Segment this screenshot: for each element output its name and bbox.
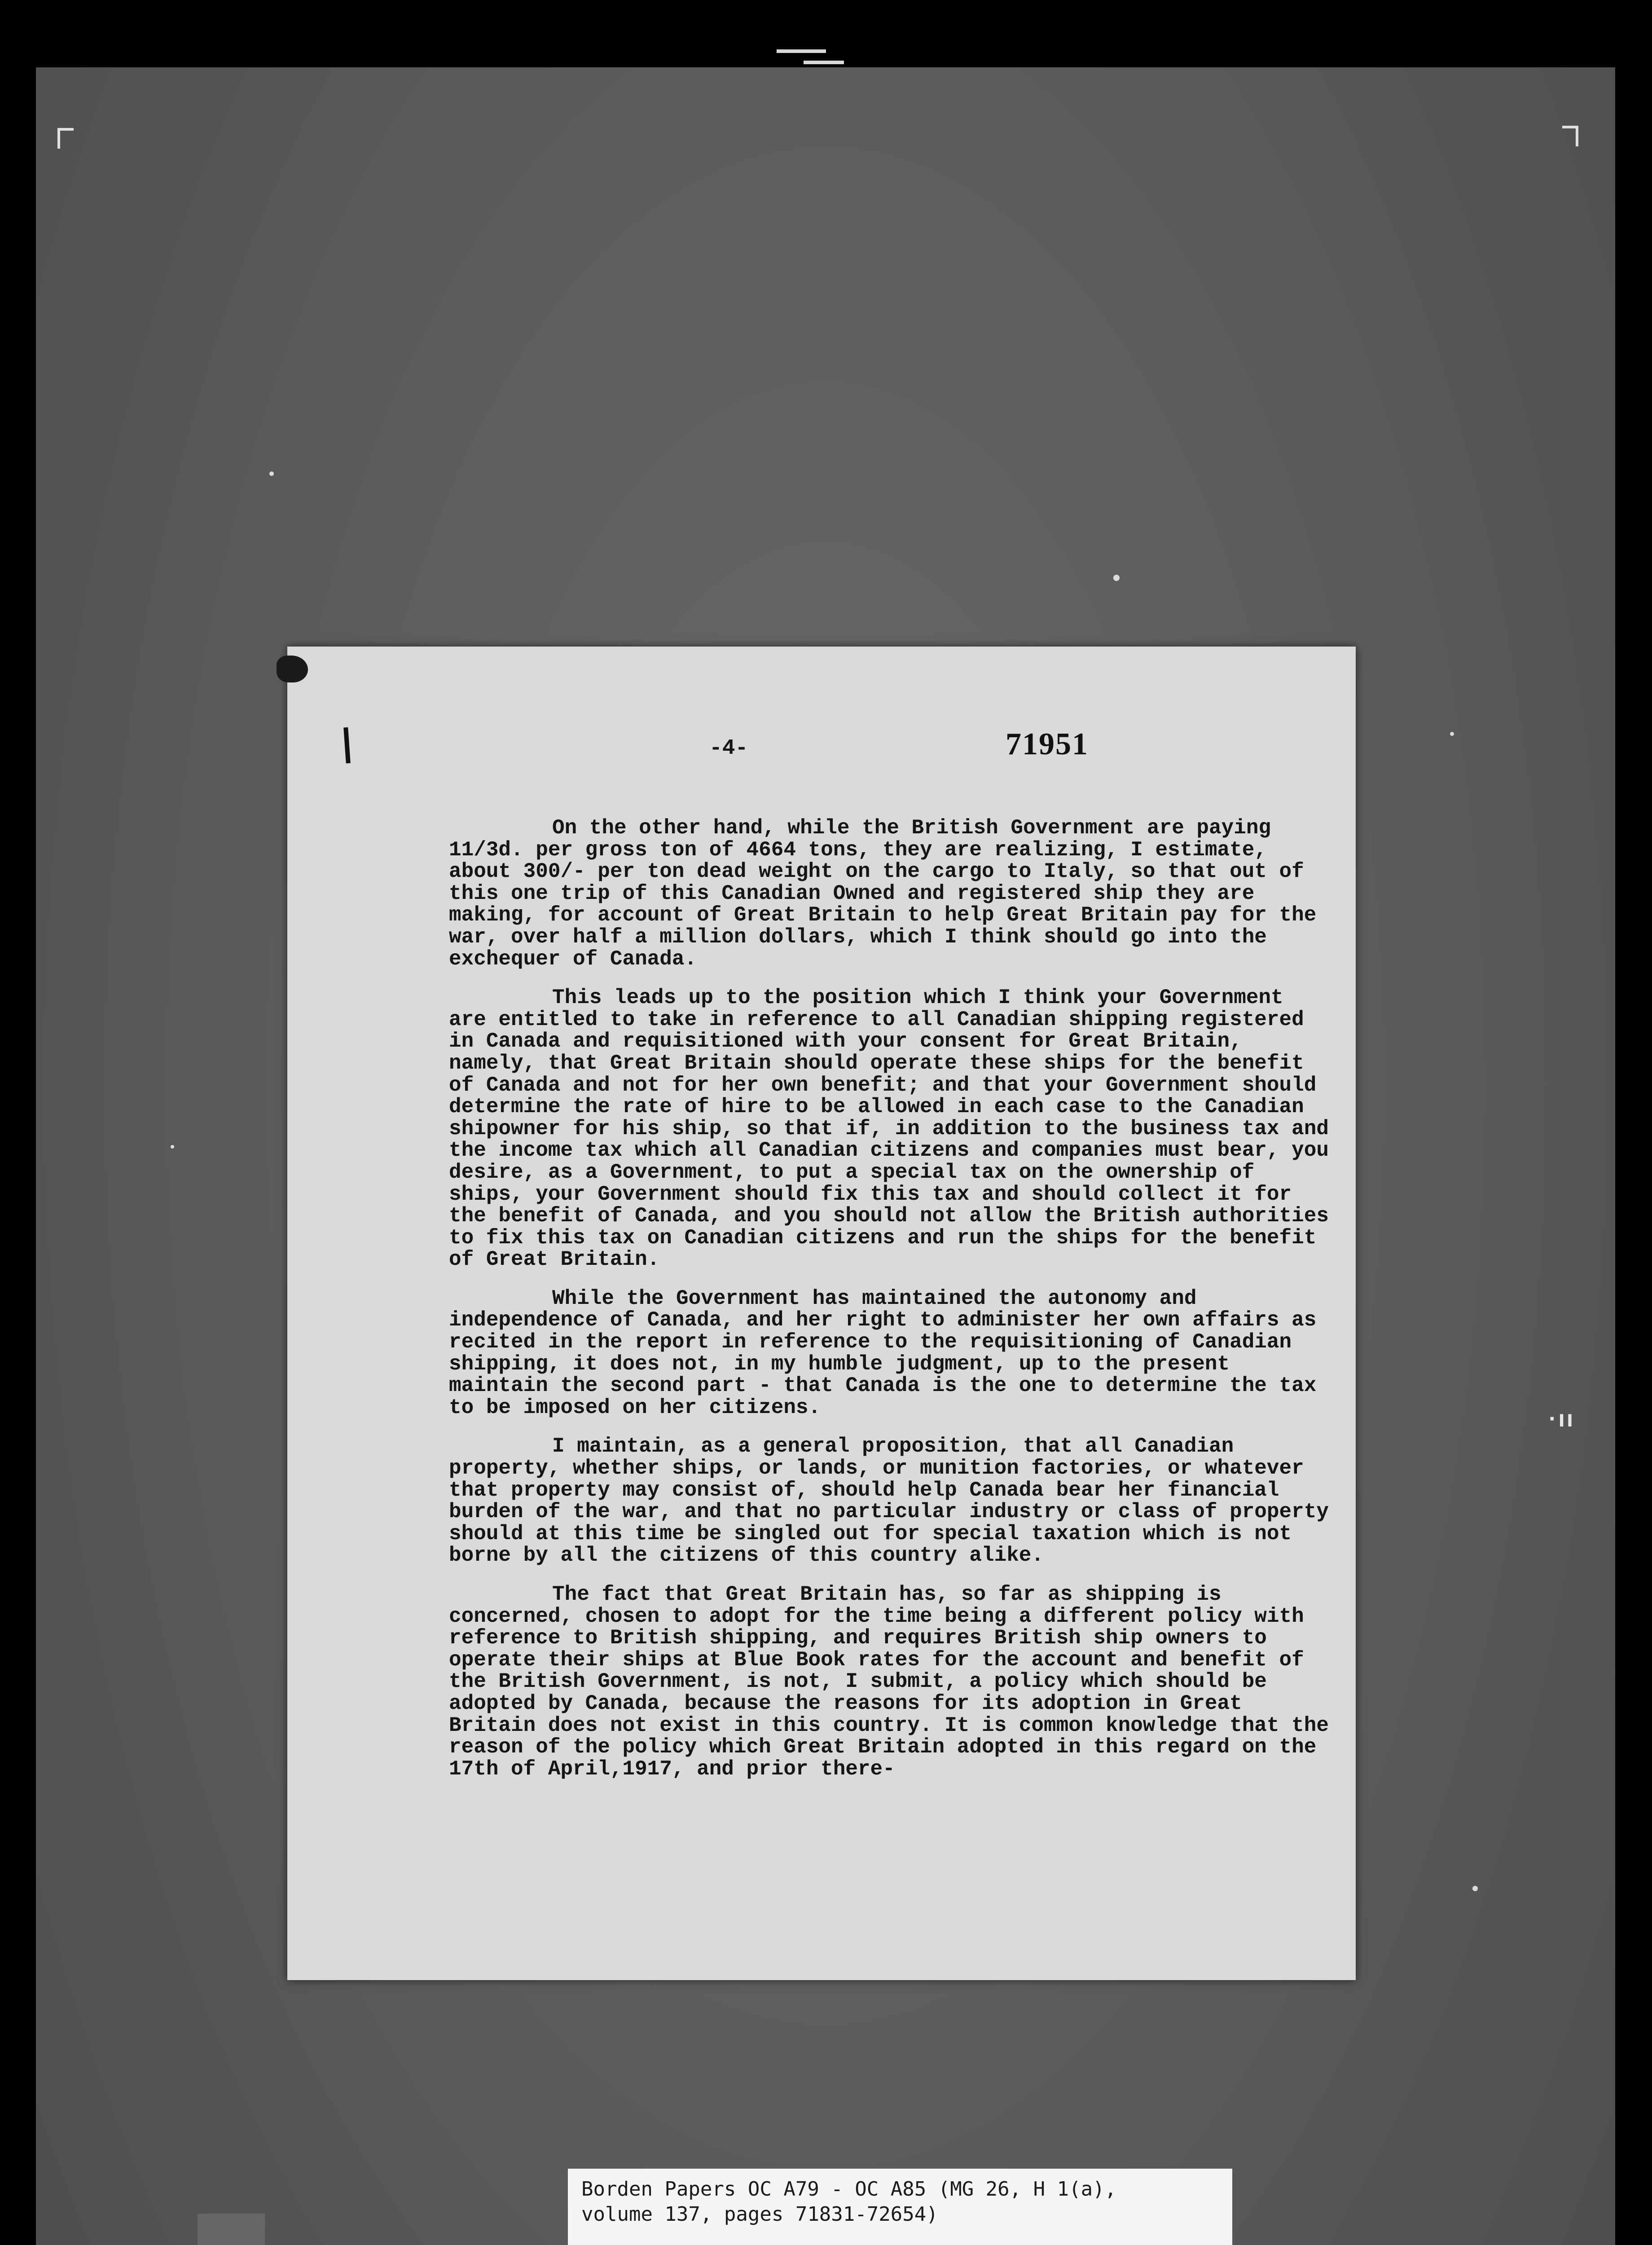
film-tick	[777, 49, 826, 53]
page-number: -4-	[709, 736, 748, 761]
citation-line: volume 137, pages 71831-72654)	[581, 2203, 938, 2226]
page-tear	[277, 656, 308, 682]
paragraph: While the Government has maintained the autonomy and independence of Canada, and her right to administer her own affairs as recited in the report in reference to the requisitioning of Canadian shipping, it does not, in my humble judgment, up to the present maintain the second part - that Canada is the one to determine the tax to be imposed on her citizens.	[449, 1286, 1317, 1419]
typed-letter-page	[287, 647, 1356, 1980]
folio-number: 71951	[1006, 727, 1089, 762]
film-tick	[804, 61, 844, 64]
corner-mark-top-right	[1562, 126, 1578, 146]
tape-mark	[198, 2214, 265, 2245]
film-speck	[1472, 1886, 1478, 1891]
letter-body	[449, 817, 1329, 1797]
citation-label	[568, 2169, 1232, 2245]
film-speck	[1113, 575, 1120, 581]
paragraph: This leads up to the position which I think your Government are entitled to take in reference to all Canadian shipping registered in Canada and requisitioned with your consent for Great Britain, namely, that Great Britain should operate these ships for the benefit of Canada and not for her own benefit; and that your Government should determine the rate of hire to be allowed in each case to the Canadian shipowner for his ship, so that if, in addition to the business tax and the income tax which all Canadian citizens and companies must bear, you desire, as a Government, to put a special tax on the ownership of ships, your Government should fix this tax and should collect it for the benefit of Canada, and you should not allow the British authorities to fix this tax on Canadian citizens and run the ships for the benefit of Great Britain.	[449, 986, 1329, 1272]
margin-mark	[343, 727, 351, 764]
film-side-marks: ·ıı	[1549, 1406, 1575, 1432]
film-speck	[269, 471, 274, 476]
citation-line: Borden Papers OC A79 - OC A85 (MG 26, H 1(a),	[581, 2178, 1117, 2201]
film-speck	[171, 1145, 174, 1149]
paragraph: I maintain, as a general proposition, that all Canadian property, whether ships, or lands, or munition factories, or whatever that property may consist of, should help Canada bear her financial burden of the war, and that no particular industry or class of property should at this time be singled out for special taxation which is not borne by all the citizens of this country alike.	[449, 1435, 1329, 1567]
corner-mark-top-left	[57, 128, 74, 149]
paragraph: The fact that Great Britain has, so far as shipping is concerned, chosen to adopt for the time being a different policy with reference to British shipping, and requires British ship owners to operate their ships at Blue Book rates for the account and benefit of the British Government, is not, I submit, a policy which should be adopted by Canada, because the reasons for its adoption in Great Britain does not exist in this country. It is common knowledge that the reason of the policy which Great Britain adopted in this regard on the 17th of April,1917, and prior there-	[449, 1583, 1329, 1781]
paragraph: On the other hand, while the British Government are paying 11/3d. per gross ton of 4664 tons, they are realizing, I estimate, about 300/- per ton dead weight on the cargo to Italy, so that out of this one trip of this Canadian Owned and registered ship they are making, for account of Great Britain to help Great Britain pay for the war, over half a million dollars, which I think should go into the exchequer of Canada.	[449, 816, 1317, 971]
film-speck	[1450, 732, 1454, 736]
